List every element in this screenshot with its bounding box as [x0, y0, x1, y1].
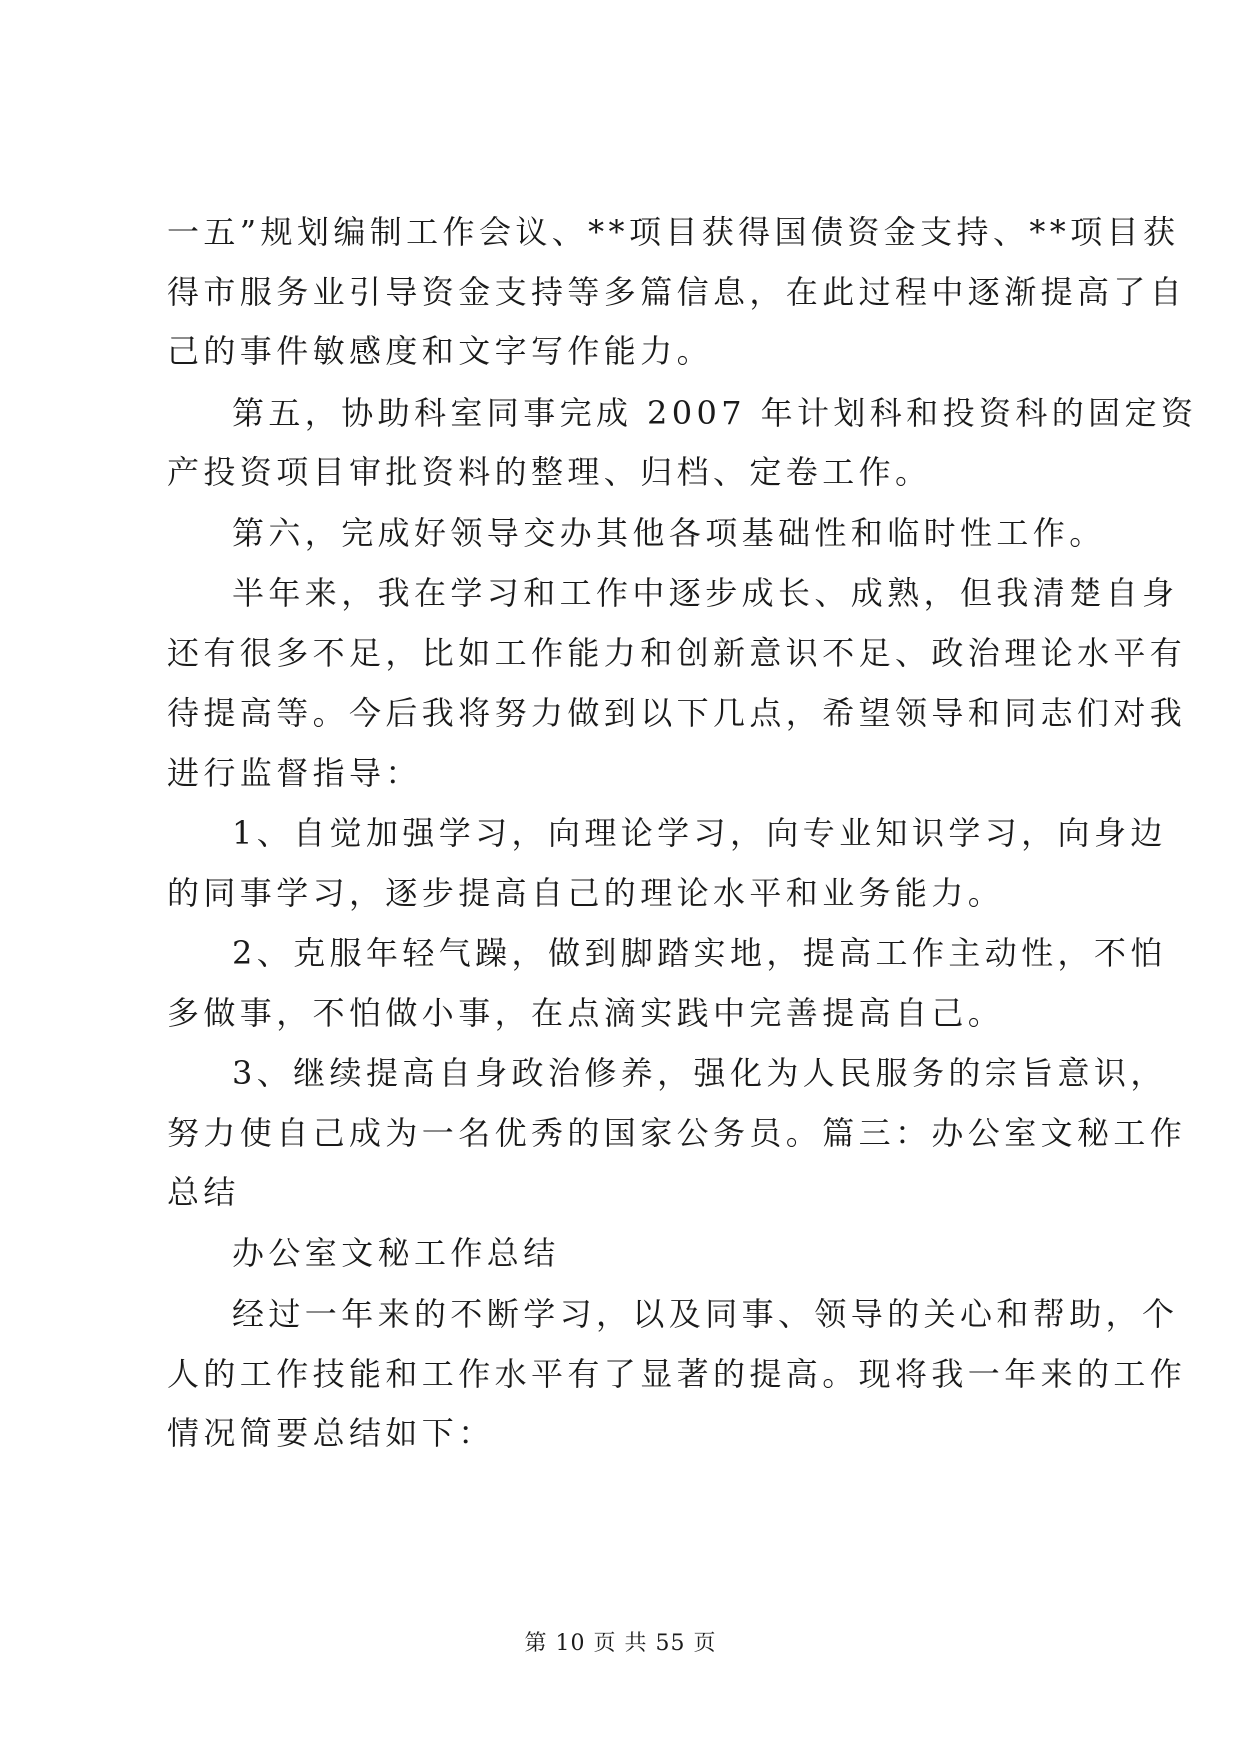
page-number-footer: 第 10 页 共 55 页	[524, 1631, 717, 1656]
body-text-line: 进行监督指导：	[167, 754, 422, 792]
paragraph-first-line: 第六，完成好领导交办其他各项基础性和临时性工作。	[232, 514, 1106, 552]
body-text-line: 己的事件敏感度和文字写作能力。	[167, 332, 714, 370]
body-text-line: 的同事学习，逐步提高自己的理论水平和业务能力。	[167, 874, 1005, 912]
paragraph-first-line: 1、自觉加强学习，向理论学习，向专业知识学习，向身边	[232, 814, 1167, 852]
paragraph-first-line: 第五，协助科室同事完成 2007 年计划科和投资科的固定资	[232, 394, 1198, 432]
paragraph-first-line: 3、继续提高自身政治修养，强化为人民服务的宗旨意识，	[232, 1054, 1167, 1092]
body-text-line: 情况简要总结如下：	[167, 1414, 495, 1452]
body-text-line: 产投资项目审批资料的整理、归档、定卷工作。	[167, 453, 932, 491]
body-text-line: 得市服务业引导资金支持等多篇信息，在此过程中逐渐提高了自	[167, 273, 1187, 311]
body-text-line: 努力使自己成为一名优秀的国家公务员。篇三：办公室文秘工作	[167, 1114, 1187, 1152]
body-text-line: 多做事，不怕做小事，在点滴实践中完善提高自己。	[167, 994, 1005, 1032]
paragraph-first-line: 经过一年来的不断学习，以及同事、领导的关心和帮助，个	[232, 1295, 1179, 1333]
body-text-line: 待提高等。今后我将努力做到以下几点，希望领导和同志们对我	[167, 694, 1187, 732]
body-text-line: 一五”规划编制工作会议、**项目获得国债资金支持、**项目获	[167, 213, 1180, 251]
body-text-line: 还有很多不足，比如工作能力和创新意识不足、政治理论水平有	[167, 634, 1187, 672]
paragraph-first-line: 半年来，我在学习和工作中逐步成长、成熟，但我清楚自身	[232, 574, 1179, 612]
paragraph-first-line: 2、克服年轻气躁，做到脚踏实地，提高工作主动性，不怕	[232, 934, 1167, 972]
section-heading: 办公室文秘工作总结	[232, 1234, 560, 1272]
body-text-line: 总结	[167, 1173, 240, 1211]
body-text-line: 人的工作技能和工作水平有了显著的提高。现将我一年来的工作	[167, 1355, 1187, 1393]
